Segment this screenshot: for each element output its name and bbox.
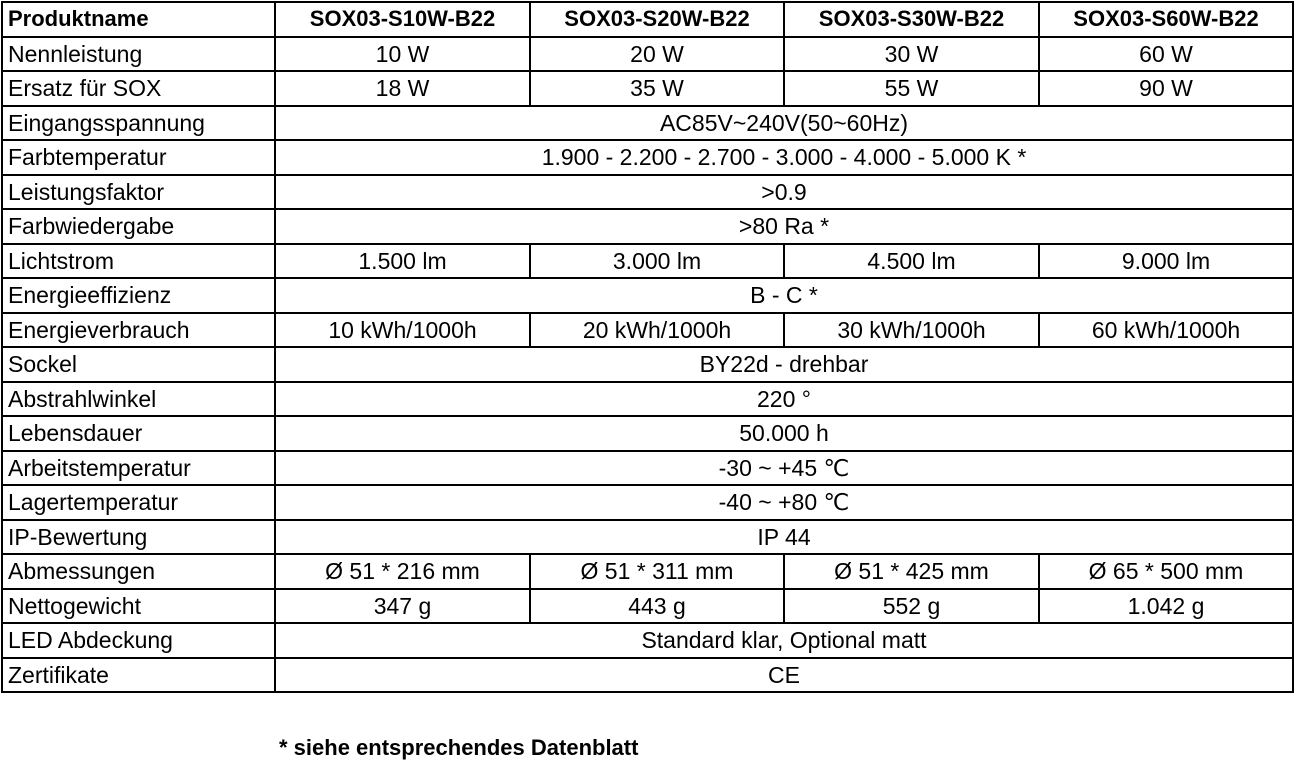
shared-value-cell: B - C * [275, 278, 1293, 313]
row-label: Abstrahlwinkel [2, 382, 275, 417]
row-label: Nettogewicht [2, 589, 275, 624]
value-cell: 20 kWh/1000h [530, 313, 784, 348]
value-cell: 4.500 lm [784, 244, 1039, 279]
value-cell: 30 kWh/1000h [784, 313, 1039, 348]
shared-value-cell: 50.000 h [275, 416, 1293, 451]
table-row [2, 347, 1293, 382]
table-row [2, 451, 1293, 486]
table-row [2, 520, 1293, 555]
table-row [2, 623, 1293, 658]
shared-value-cell: >80 Ra * [275, 209, 1293, 244]
spec-table [1, 1, 1294, 693]
value-cell: 55 W [784, 71, 1039, 106]
footnote: * siehe entsprechendes Datenblatt [279, 735, 639, 760]
value-cell: 9.000 lm [1039, 244, 1293, 279]
row-label: LED Abdeckung [2, 623, 275, 658]
model-header: SOX03-S60W-B22 [1039, 2, 1293, 37]
row-label: Energieverbrauch [2, 313, 275, 348]
table-row [2, 278, 1293, 313]
header-row [2, 2, 1293, 37]
table-row [2, 554, 1293, 589]
shared-value-cell: -40 ~ +80 ℃ [275, 485, 1293, 520]
table-row [2, 382, 1293, 417]
value-cell: 18 W [275, 71, 530, 106]
table-row [2, 313, 1293, 348]
shared-value-cell: 1.900 - 2.200 - 2.700 - 3.000 - 4.000 - 5.000 K * [275, 140, 1293, 175]
row-label: Lebensdauer [2, 416, 275, 451]
table-row [2, 140, 1293, 175]
value-cell: Ø 51 * 425 mm [784, 554, 1039, 589]
value-cell: Ø 51 * 311 mm [530, 554, 784, 589]
value-cell: 10 kWh/1000h [275, 313, 530, 348]
table-row [2, 209, 1293, 244]
table-row [2, 106, 1293, 141]
row-label: Eingangsspannung [2, 106, 275, 141]
value-cell: 1.042 g [1039, 589, 1293, 624]
value-cell: 1.500 lm [275, 244, 530, 279]
table-row [2, 416, 1293, 451]
value-cell: Ø 51 * 216 mm [275, 554, 530, 589]
shared-value-cell: Standard klar, Optional matt [275, 623, 1293, 658]
value-cell: 90 W [1039, 71, 1293, 106]
model-header: SOX03-S10W-B22 [275, 2, 530, 37]
value-cell: 60 kWh/1000h [1039, 313, 1293, 348]
shared-value-cell: IP 44 [275, 520, 1293, 555]
model-header: SOX03-S30W-B22 [784, 2, 1039, 37]
value-cell: 60 W [1039, 37, 1293, 72]
shared-value-cell: BY22d - drehbar [275, 347, 1293, 382]
row-label: IP-Bewertung [2, 520, 275, 555]
row-label: Nennleistung [2, 37, 275, 72]
value-cell: 552 g [784, 589, 1039, 624]
row-label: Zertifikate [2, 658, 275, 693]
row-label: Leistungsfaktor [2, 175, 275, 210]
table-row [2, 589, 1293, 624]
row-label: Farbwiedergabe [2, 209, 275, 244]
row-label: Arbeitstemperatur [2, 451, 275, 486]
value-cell: 3.000 lm [530, 244, 784, 279]
value-cell: Ø 65 * 500 mm [1039, 554, 1293, 589]
shared-value-cell: -30 ~ +45 ℃ [275, 451, 1293, 486]
value-cell: 30 W [784, 37, 1039, 72]
value-cell: 35 W [530, 71, 784, 106]
table-row [2, 71, 1293, 106]
row-label: Sockel [2, 347, 275, 382]
row-label: Lagertemperatur [2, 485, 275, 520]
shared-value-cell: AC85V~240V(50~60Hz) [275, 106, 1293, 141]
row-label: Energieeffizienz [2, 278, 275, 313]
shared-value-cell: CE [275, 658, 1293, 693]
model-header: SOX03-S20W-B22 [530, 2, 784, 37]
value-cell: 20 W [530, 37, 784, 72]
shared-value-cell: >0.9 [275, 175, 1293, 210]
table-row [2, 658, 1293, 693]
table-row [2, 485, 1293, 520]
row-label: Ersatz für SOX [2, 71, 275, 106]
table-row [2, 244, 1293, 279]
value-cell: 347 g [275, 589, 530, 624]
header-label: Produktname [2, 2, 275, 37]
table-row [2, 175, 1293, 210]
row-label: Farbtemperatur [2, 140, 275, 175]
value-cell: 443 g [530, 589, 784, 624]
spec-body [2, 37, 1293, 693]
row-label: Abmessungen [2, 554, 275, 589]
table-row [2, 37, 1293, 72]
row-label: Lichtstrom [2, 244, 275, 279]
value-cell: 10 W [275, 37, 530, 72]
shared-value-cell: 220 ° [275, 382, 1293, 417]
